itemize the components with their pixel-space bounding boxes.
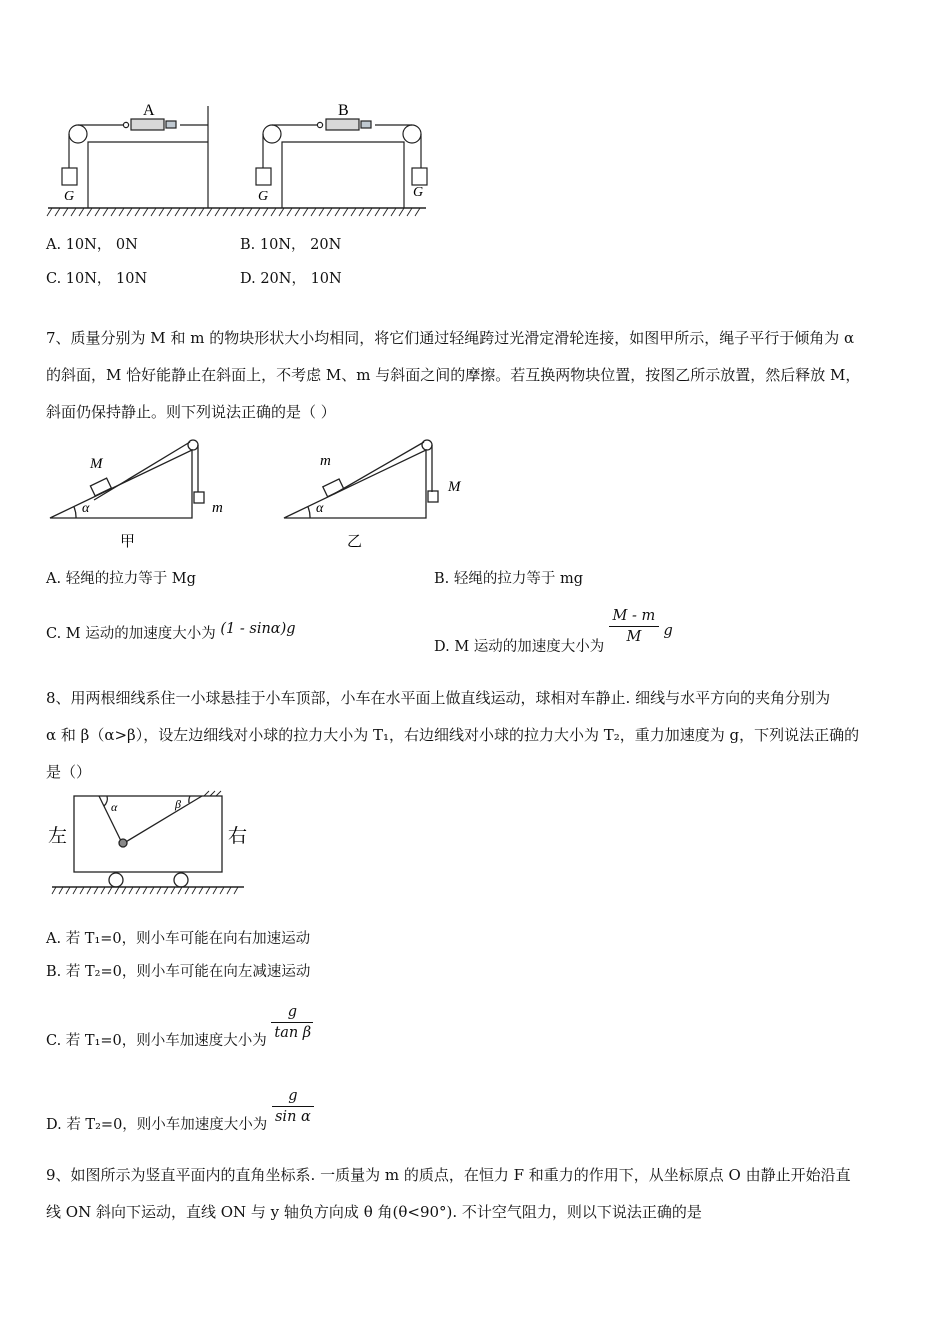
yi-angle: α	[316, 501, 324, 516]
q7-option-c-prefix: C. M 运动的加速度大小为	[46, 626, 216, 642]
q7-option-d-numerator: M - m	[612, 608, 656, 624]
yi-caption: 乙	[347, 534, 363, 550]
jia-hang-m: m	[212, 500, 223, 516]
q7-option-d-suffix: g	[663, 622, 673, 639]
scale-a-label: A	[143, 102, 155, 119]
jia-block-M: M	[90, 456, 103, 472]
q8-stem-line-1: 8、用两根细线系住一小球悬挂于小车顶部，小车在水平面上做直线运动，球相对车静止. 细线与水平方向的夹角分别为	[46, 689, 831, 707]
q8-option-d-denominator: sin α	[272, 1106, 314, 1127]
q7-option-c[interactable]	[46, 621, 296, 644]
weight-label-left: G	[64, 189, 75, 204]
yi-hang-M: M	[448, 479, 461, 495]
weight-label-right: G	[413, 185, 424, 200]
q7-option-d[interactable]	[434, 604, 673, 655]
q8-option-c-prefix: C. 若 T₁=0，则小车加速度大小为	[46, 1032, 267, 1049]
q9-stem-line-2: 线 ON 斜向下运动，直线 ON 与 y 轴负方向成 θ 角(θ<90°). 不计空气阻力，则以下说法正确的是	[46, 1203, 702, 1221]
cart-left-label: 左	[48, 826, 68, 847]
q8-option-b[interactable]: B. 若 T₂=0，则小车可能在向左减速运动	[46, 964, 311, 980]
q7-stem-line-1: 7、质量分别为 M 和 m 的物块形状大小均相同，将它们通过轻绳跨过光滑定滑轮连接，如图甲所示，绳子平行于倾角为 α	[46, 329, 855, 347]
cart-alpha-label: α	[111, 800, 118, 814]
spring-scale-figure	[40, 96, 440, 218]
q7-option-b[interactable]: B. 轻绳的拉力等于 mg	[434, 571, 584, 587]
cart-right-label: 右	[228, 826, 248, 847]
cart-beta-label: β	[175, 797, 181, 811]
jia-angle: α	[82, 501, 90, 516]
q7-option-c-expr: (1 - sinα)g	[220, 621, 296, 637]
q6-option-b[interactable]: B. 10N， 20N	[240, 237, 342, 253]
q7-option-a[interactable]: A. 轻绳的拉力等于 Mg	[46, 571, 196, 587]
q8-stem-line-3: 是（）	[46, 763, 92, 781]
q8-stem-line-2: α 和 β（α>β），设左边细线对小球的拉力大小为 T₁，右边细线对小球的拉力大小为 T₂，重力加速度为 g，下列说法正确的	[46, 726, 860, 744]
weight-label-mid: G	[258, 189, 269, 204]
scale-b-label: B	[338, 102, 349, 119]
q7-stem-line-2: 的斜面，M 恰好能静止在斜面上，不考虑 M、m 与斜面之间的摩擦。若互换两物块位置，按图乙所示放置，然后释放 M，	[46, 366, 861, 384]
jia-caption: 甲	[120, 534, 136, 550]
q7-option-d-prefix: D. M 运动的加速度大小为	[434, 638, 605, 655]
q9-stem-line-1: 9、如图所示为竖直平面内的直角坐标系. 一质量为 m 的质点，在恒力 F 和重力的作用下，从坐标原点 O 由静止开始沿直	[46, 1166, 851, 1184]
q8-option-d-prefix: D. 若 T₂=0，则小车加速度大小为	[46, 1116, 268, 1133]
q8-option-a[interactable]: A. 若 T₁=0，则小车可能在向右加速运动	[46, 931, 311, 947]
q6-option-a[interactable]: A. 10N， 0N	[46, 237, 138, 253]
q8-option-c-denominator: tan β	[271, 1022, 313, 1043]
q7-option-d-denominator: M	[609, 626, 659, 647]
q6-option-d[interactable]: D. 20N， 10N	[240, 271, 342, 287]
incline-figure	[44, 432, 474, 554]
q7-stem-line-3: 斜面仍保持静止。则下列说法正确的是（ ）	[46, 403, 336, 421]
yi-block-m: m	[320, 453, 331, 469]
q6-option-c[interactable]: C. 10N， 10N	[46, 271, 148, 287]
q8-option-c-numerator: g	[287, 1004, 298, 1020]
q8-option-d[interactable]	[46, 1080, 314, 1133]
q8-option-d-numerator: g	[288, 1088, 298, 1104]
cart-figure	[44, 790, 254, 898]
q8-option-c[interactable]	[46, 996, 313, 1049]
